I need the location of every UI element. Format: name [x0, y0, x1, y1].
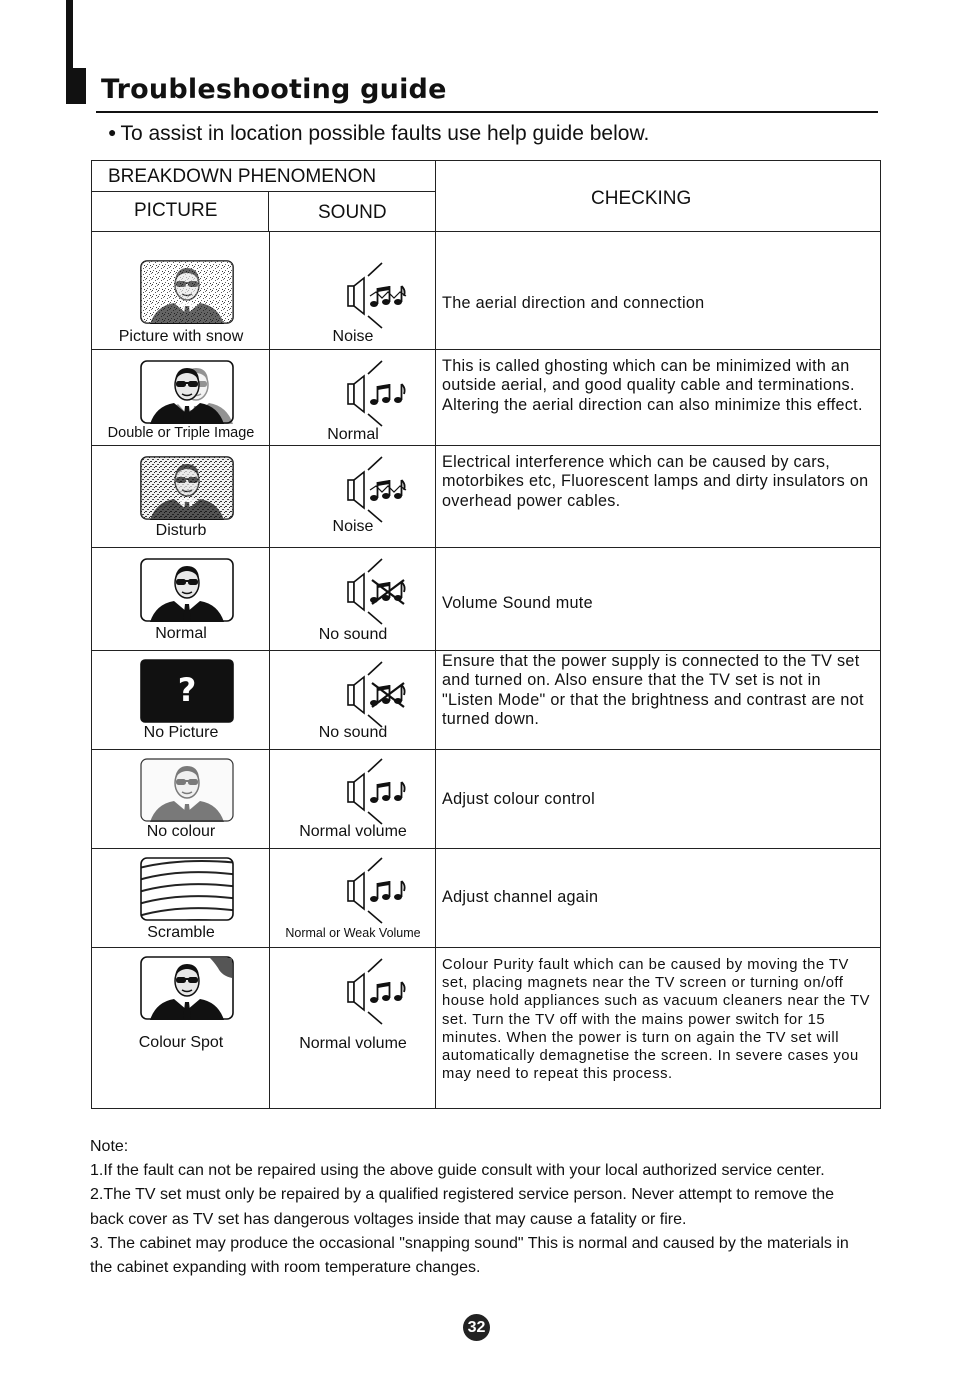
sound-label: Noise	[332, 328, 374, 345]
speaker-normal-icon	[346, 754, 412, 826]
sound-label: No sound	[318, 724, 388, 741]
speaker-mute-icon	[346, 657, 412, 729]
checking-cell	[436, 651, 880, 749]
checking-text: Ensure that the power supply is connected to the TV set and turned on. Also ensure that the TV set is not in "Listen Mode" or that the brightness and contrast are not turned down.	[442, 652, 864, 729]
speaker-mute-icon	[346, 554, 412, 626]
checking-cell	[436, 232, 880, 349]
picture-cell	[92, 651, 270, 749]
speaker-noise-icon	[346, 258, 412, 330]
picture-label: No colour	[146, 823, 216, 840]
checking-text: Adjust channel again	[442, 888, 599, 906]
header-sound: SOUND	[269, 192, 436, 231]
note-heading: Note:	[90, 1138, 129, 1155]
picture-cell	[92, 350, 270, 445]
picture-label: Normal	[155, 625, 207, 642]
note-item: 2.The TV set must only be repaired by a qualified registered service person. Never attempt to remove the back cover as TV set has dangerous voltages inside that may cause a fatality or fire.	[90, 1186, 835, 1228]
table-row	[92, 947, 880, 1108]
table-row	[92, 231, 880, 349]
notes-section	[90, 1135, 860, 1280]
tv-ghost-icon	[140, 360, 234, 424]
tv-colour-spot-icon	[140, 956, 234, 1020]
picture-label: Picture with snow	[118, 328, 244, 345]
title-underline	[96, 111, 878, 113]
troubleshooting-table	[91, 160, 881, 1109]
table-row	[92, 848, 880, 947]
checking-text: Colour Purity fault which can be caused by moving the TV set, placing magnets near the TV screen or turning on/off house hold appliances such as vacuum cleaners near the TV set. Turn the TV off with the mains power switch for 15 minutes. When the power is turn on again the TV set will automatically demagnetise the screen. In severe cases you may need to repeat this process.	[442, 957, 870, 1083]
picture-label: Double or Triple Image	[107, 425, 255, 441]
intro-line	[108, 122, 649, 146]
checking-text: The aerial direction and connection	[442, 294, 705, 312]
sound-label: Normal volume	[299, 823, 407, 840]
sound-label: Normal or Weak Volume	[285, 926, 421, 940]
sound-cell	[270, 232, 436, 349]
speaker-normal-icon	[346, 356, 412, 428]
note-item: 3. The cabinet may produce the occasional "snapping sound" This is normal and caused by the materials in the cabinet expanding with room temperature changes.	[90, 1234, 849, 1277]
header-breakdown: BREAKDOWN PHENOMENON	[92, 161, 436, 192]
page-edge-block	[66, 68, 86, 104]
tv-no-colour-icon	[140, 758, 234, 822]
table-row	[92, 547, 880, 650]
sound-cell	[270, 548, 436, 650]
bullet-icon: ●	[108, 124, 117, 140]
checking-text: Adjust colour control	[442, 790, 595, 808]
tv-scramble-icon	[140, 857, 234, 921]
checking-cell	[436, 849, 880, 947]
picture-cell	[92, 750, 270, 848]
header-checking: CHECKING	[591, 188, 692, 209]
picture-label: Disturb	[155, 522, 207, 539]
picture-label: Colour Spot	[138, 1034, 224, 1051]
tv-normal-icon	[140, 558, 234, 622]
picture-label: Scramble	[147, 924, 215, 941]
speaker-normal-icon	[346, 853, 412, 925]
intro-text: To assist in location possible faults use help guide below.	[120, 122, 650, 145]
sound-cell	[270, 849, 436, 947]
header-picture: PICTURE	[92, 192, 269, 231]
checking-cell	[436, 750, 880, 848]
svg-text:?: ?	[177, 671, 197, 709]
table-row	[92, 349, 880, 445]
table-row	[92, 749, 880, 848]
table-row	[92, 445, 880, 547]
note-item: 1.If the fault can not be repaired using the above guide consult with your local authorized service center.	[90, 1162, 825, 1180]
sound-cell	[270, 446, 436, 547]
page-number: 32	[463, 1314, 490, 1341]
picture-cell	[92, 446, 270, 547]
picture-cell	[92, 948, 270, 1108]
checking-cell	[436, 948, 880, 1108]
sound-cell	[270, 350, 436, 445]
sound-cell	[270, 750, 436, 848]
checking-text: Volume Sound mute	[442, 594, 593, 612]
sound-label: Noise	[332, 518, 374, 535]
sound-label: Normal	[327, 426, 379, 443]
checking-text: This is called ghosting which can be minimized with an outside aerial, and good quality cable and terminations. Altering the aerial direction can also minimize this effect.	[442, 357, 863, 414]
picture-cell	[92, 849, 270, 947]
sound-cell	[270, 948, 436, 1108]
picture-label: No Picture	[143, 724, 219, 741]
page-title: Troubleshooting guide	[101, 74, 447, 105]
checking-cell	[436, 446, 880, 547]
sound-cell	[270, 651, 436, 749]
tv-snow-icon	[140, 260, 234, 324]
picture-cell	[92, 232, 270, 349]
sound-label: Normal volume	[299, 1035, 407, 1052]
speaker-normal-icon	[346, 954, 412, 1026]
picture-cell	[92, 548, 270, 650]
checking-cell	[436, 548, 880, 650]
sound-label: No sound	[318, 626, 388, 643]
speaker-noise-icon	[346, 452, 412, 524]
checking-text: Electrical interference which can be caused by cars, motorbikes etc, Fluorescent lamps and dirty insulators on overhead power cables.	[442, 453, 869, 510]
tv-disturb-icon	[140, 456, 234, 520]
checking-cell	[436, 350, 880, 445]
tv-no-picture-icon	[140, 659, 234, 723]
table-row	[92, 650, 880, 749]
